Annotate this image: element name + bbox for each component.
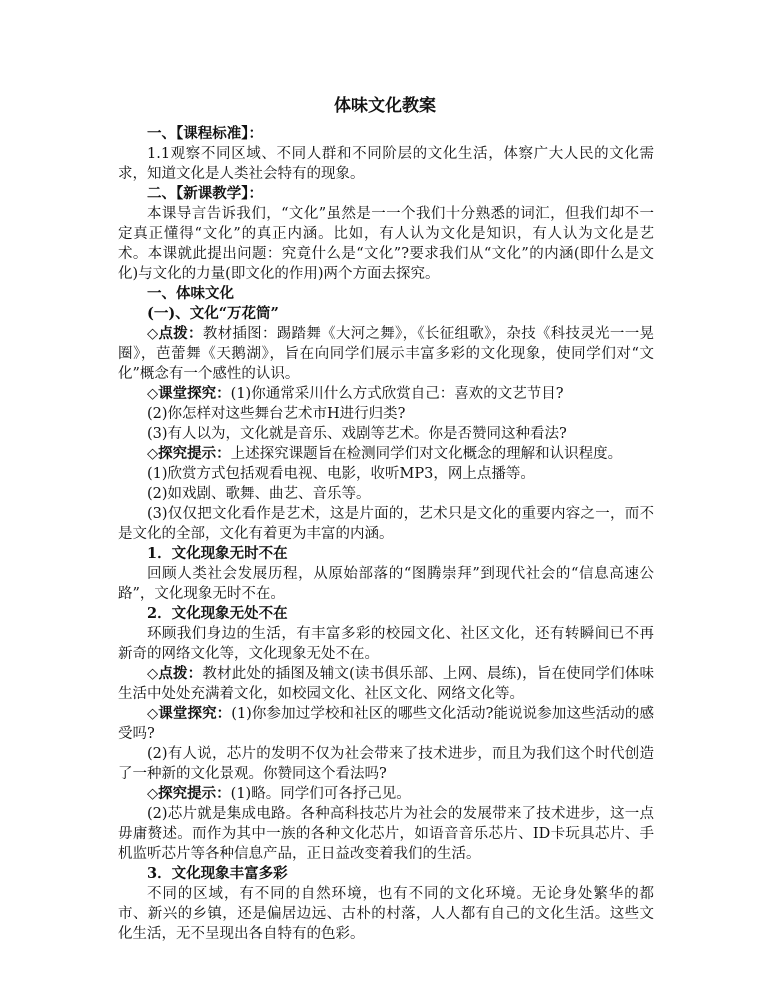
paragraph-text: 教材此处的插图及辅文(读书俱乐部、上网、晨练)，旨在使同学们体味生活中处处充满着文化，如校园文化、社区文化、网络文化等。 xyxy=(118,666,654,702)
paragraph-text: (1)你参加过学校和社区的哪些文化活动?能说说参加这些活动的感受吗? xyxy=(118,706,655,742)
paragraph xyxy=(118,784,654,804)
document-body xyxy=(118,124,654,944)
paragraph xyxy=(118,744,654,784)
paragraph-text: 1.1观察不同区域、不同人群和不同阶层的文化生活，体察广大人民的文化需求，知道文化是人类社会特有的现象。 xyxy=(118,146,654,182)
section-heading xyxy=(118,184,654,204)
paragraph-text: 不同的区域，有不同的自然环境，也有不同的文化环境。无论身处繁华的都市、新兴的乡镇，还是偏居边远、古朴的村落，人人都有自己的文化生活。这些文化生活，无不呈现出各自特有的色彩。 xyxy=(118,886,654,942)
paragraph xyxy=(118,884,654,944)
paragraph-label: ◇探究提示： xyxy=(147,785,231,802)
document-title: 体味文化教案 xyxy=(334,96,436,116)
paragraph-label: ◇课堂探究： xyxy=(147,385,231,402)
paragraph xyxy=(118,504,654,544)
paragraph xyxy=(118,204,654,284)
paragraph xyxy=(118,804,654,864)
section-heading xyxy=(118,864,654,884)
paragraph xyxy=(118,464,654,484)
section-heading xyxy=(118,284,654,304)
paragraph-text: (2)如戏剧、歌舞、曲艺、音乐等。 xyxy=(147,486,371,502)
paragraph xyxy=(118,564,654,604)
paragraph xyxy=(118,664,654,704)
paragraph-label: ◇点拨： xyxy=(147,325,203,342)
paragraph-text: (1)欣赏方式包括观看电视、电影，收听MP3，网上点播等。 xyxy=(147,466,535,482)
paragraph-text: 教材插图：踢踏舞《大河之舞》，《长征组歌》，杂技《科技灵光一一晃圈》，芭蕾舞《天鹅湖》，旨在向同学们展示丰富多彩的文化现象，使同学们对“文化”概念有一个感性的认识。 xyxy=(118,326,654,382)
paragraph-text: 上述探究课题旨在检测同学们对文化概念的理解和认识程度。 xyxy=(230,446,623,462)
paragraph-text: (1)你通常采川什么方式欣赏自己：喜欢的文艺节目? xyxy=(230,386,564,402)
paragraph-label: ◇探究提示： xyxy=(147,445,231,462)
paragraph-label: ◇课堂探究： xyxy=(147,705,232,722)
paragraph-text: (3)仅仅把文化看作是艺术，这是片面的，艺术只是文化的重要内容之一，而不是文化的全部，文化有着更为丰富的内涵。 xyxy=(118,506,654,542)
paragraph-text: (3)有人以为，文化就是音乐、戏剧等艺术。你是否赞同这种看法? xyxy=(147,426,567,442)
paragraph-text: (2)你怎样对这些舞台艺术市H进行归类? xyxy=(147,406,406,422)
paragraph-text: 本课导言告诉我们，“文化”虽然是一一个我们十分熟悉的词汇，但我们却不一定真正懂得“文化”的真正内涵。比如，有人认为文化是知识，有人认为文化是艺术。本课就此提出问题：究竟什么是“文化”?要求我们从“文化”的内涵(即什么是文化)与文化的力量(即文化的作用)两个方面去探究。 xyxy=(118,206,654,282)
section-heading xyxy=(118,124,654,144)
paragraph-label: 2．文化现象无处不在 xyxy=(147,605,288,622)
paragraph-label: 一、【课程标准】： xyxy=(147,125,263,142)
paragraph xyxy=(118,704,654,744)
paragraph-label: (一)、文化“万花筒” xyxy=(147,305,279,322)
section-heading xyxy=(118,604,654,624)
paragraph xyxy=(118,444,654,464)
paragraph xyxy=(118,384,654,404)
paragraph-label: 一、体味文化 xyxy=(147,285,234,302)
paragraph xyxy=(118,144,654,184)
section-heading xyxy=(118,304,654,324)
paragraph xyxy=(118,624,654,664)
paragraph-label: 3．文化现象丰富多彩 xyxy=(147,865,288,882)
section-heading xyxy=(118,544,654,564)
paragraph xyxy=(118,404,654,424)
paragraph xyxy=(118,424,654,444)
paragraph xyxy=(118,324,654,384)
paragraph-label: 二、【新课教学】： xyxy=(147,185,263,202)
paragraph-text: 环顾我们身边的生活，有丰富多彩的校园文化、社区文化，还有转瞬间已不再新奇的网络文化等，文化现象无处不在。 xyxy=(118,626,654,662)
paragraph-text: (1)略。同学们可各抒己见。 xyxy=(230,786,411,802)
paragraph xyxy=(118,484,654,504)
paragraph-text: (2)芯片就是集成电路。各种高科技芯片为社会的发展带来了技术进步，这一点毋庸赘述。而作为其中一族的各种文化芯片，如语音音乐芯片、ID卡玩具芯片、手机监听芯片等各种信息产品，正日益改变着我们的生活。 xyxy=(118,806,654,862)
paragraph-text: 回顾人类社会发展历程，从原始部落的“图腾崇拜”到现代社会的“信息高速公路”，文化现象无时不在。 xyxy=(118,566,654,602)
paragraph-label: 1．文化现象无时不在 xyxy=(147,545,288,562)
paragraph-label: ◇点拨： xyxy=(147,665,203,682)
paragraph-text: (2)有人说，芯片的发明不仅为社会带来了技术进步，而且为我们这个时代创造了一种新的文化景观。你赞同这个看法吗? xyxy=(118,746,654,782)
